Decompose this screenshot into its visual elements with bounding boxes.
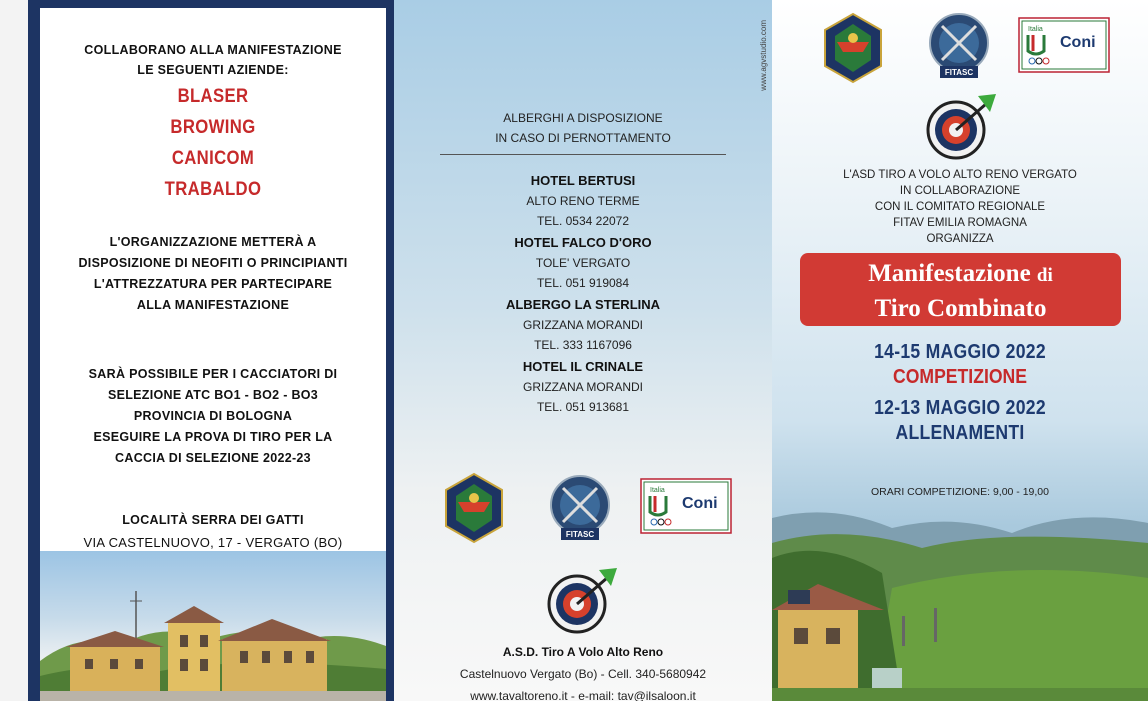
sponsor-canicom: CANICOM: [171, 148, 255, 169]
hotel-place: GRIZZANA MORANDI: [522, 380, 643, 394]
target-logo-icon: [545, 566, 621, 639]
italia-label: Italia: [650, 487, 665, 494]
middle-panel: [394, 0, 772, 701]
paragraph-line: PROVINCIA DI BOLOGNA: [133, 409, 293, 423]
training-dates: 12-13 MAGGIO 2022: [874, 397, 1046, 419]
clubhouse-illustration: [40, 551, 386, 701]
hotel-phone: TEL. 051 913681: [536, 400, 630, 414]
hotel-place: TOLE' VERGATO: [535, 256, 631, 270]
hotel-place: ALTO RENO TERME: [526, 194, 640, 208]
fitav-shield-icon: [444, 472, 504, 549]
heading-line: IN CASO DI PERNOTTAMENTO: [495, 131, 671, 145]
heading-line: ALBERGHI A DISPOSIZIONE: [503, 111, 663, 125]
sponsor-blaser: BLASER: [177, 86, 249, 107]
hotel-phone: TEL. 051 919084: [536, 276, 630, 290]
organizer-address: Castelnuovo Vergato (Bo) - Cell. 340-5680942: [459, 667, 707, 681]
coni-logo-icon: [1018, 16, 1110, 79]
hotel-list: [394, 171, 772, 417]
hotels-heading: [394, 108, 772, 148]
hotel-item: [394, 171, 772, 231]
hotel-name: ALBERGO LA STERLINA: [505, 297, 661, 312]
sponsors-heading: [40, 40, 386, 79]
hunters-paragraph: [40, 364, 386, 469]
competition-label: COMPETIZIONE: [893, 366, 1027, 388]
paragraph-line: ESEGUIRE LA PROVA DI TIRO PER LA: [93, 430, 333, 444]
coni-label: Coni: [682, 495, 718, 512]
fitasc-emblem-icon: [928, 12, 990, 85]
heading-line: LE SEGUENTI AZIENDE:: [137, 63, 289, 77]
competition-dates: 14-15 MAGGIO 2022: [874, 341, 1046, 363]
location-title: LOCALITÀ SERRA DEI GATTI: [122, 513, 304, 527]
organizer-contacts: www.tavaltoreno.it - e-mail: tav@ilsaloon.it: [470, 689, 696, 701]
coni-label: Coni: [1060, 34, 1096, 51]
paragraph-line: L'ATTREZZATURA PER PARTECIPARE: [93, 277, 333, 291]
coni-logo-icon: [640, 478, 732, 539]
hotel-name: HOTEL BERTUSI: [530, 173, 636, 188]
banner-word: di: [1036, 265, 1053, 286]
banner-word: Manifestazione: [868, 260, 1031, 287]
hotel-phone: TEL. 0534 22072: [536, 214, 630, 228]
paragraph-line: DISPOSIZIONE DI NEOFITI O PRINCIPIANTI: [78, 256, 348, 270]
organization-paragraph: [40, 232, 386, 316]
heading-line: COLLABORANO ALLA MANIFESTAZIONE: [84, 43, 342, 57]
fitasc-label: FITASC: [944, 68, 974, 77]
paragraph-line: CACCIA DI SELEZIONE 2022-23: [115, 451, 311, 465]
target-logo-icon: [924, 92, 1000, 165]
paragraph-line: L'ORGANIZZAZIONE METTERÀ A: [109, 235, 317, 249]
organizer-info: [394, 642, 772, 701]
paragraph-line: SELEZIONE ATC BO1 - BO2 - BO3: [107, 388, 319, 402]
intro-line: ORGANIZZA: [926, 233, 994, 245]
hotel-phone: TEL. 333 1167096: [534, 338, 632, 352]
fitav-shield-icon: [822, 12, 884, 89]
fitasc-emblem-icon: [549, 474, 611, 547]
organizer-intro: [772, 167, 1148, 247]
hotel-name: HOTEL IL CRINALE: [522, 359, 644, 374]
training-label: ALLENAMENTI: [895, 422, 1025, 444]
intro-line: IN COLLABORAZIONE: [899, 185, 1021, 197]
organizer-name: A.S.D. Tiro A Volo Alto Reno: [502, 645, 664, 659]
event-title-banner: [800, 253, 1121, 326]
hotel-name: HOTEL FALCO D'ORO: [514, 235, 652, 250]
hotel-item: [394, 295, 772, 355]
hotel-place: GRIZZANA MORANDI: [522, 318, 643, 332]
hotel-item: [394, 357, 772, 417]
competition-hours: ORARI COMPETIZIONE: 9,00 - 19,00: [871, 486, 1049, 498]
left-panel-content: [40, 8, 386, 701]
fitasc-label: FITASC: [565, 530, 595, 539]
location-address: VIA CASTELNUOVO, 17 - VERGATO (BO): [83, 535, 343, 550]
hotel-item: [394, 233, 772, 293]
sponsor-browing: BROWING: [170, 117, 256, 138]
banner-line-1: [800, 257, 1121, 292]
divider: [440, 154, 726, 155]
intro-line: L'ASD TIRO A VOLO ALTO RENO VERGATO: [843, 169, 1077, 181]
dates-block: [772, 341, 1148, 445]
studio-credit: www.agvstudio.com: [759, 20, 768, 91]
landscape-photo: [772, 498, 1148, 701]
intro-line: FITAV EMILIA ROMAGNA: [893, 217, 1027, 229]
landscape-illustration: [772, 498, 1148, 701]
sponsor-trabaldo: TRABALDO: [164, 179, 262, 200]
clubhouse-photo: [40, 551, 386, 701]
italia-label: Italia: [1028, 26, 1043, 33]
right-panel: [772, 0, 1148, 701]
intro-line: CON IL COMITATO REGIONALE: [874, 201, 1046, 213]
paragraph-line: SARÀ POSSIBILE PER I CACCIATORI DI: [88, 367, 338, 381]
left-panel: [28, 0, 394, 701]
sponsor-list: [40, 81, 386, 205]
paragraph-line: ALLA MANIFESTAZIONE: [136, 298, 290, 312]
banner-line-2: Tiro Combinato: [874, 295, 1047, 322]
